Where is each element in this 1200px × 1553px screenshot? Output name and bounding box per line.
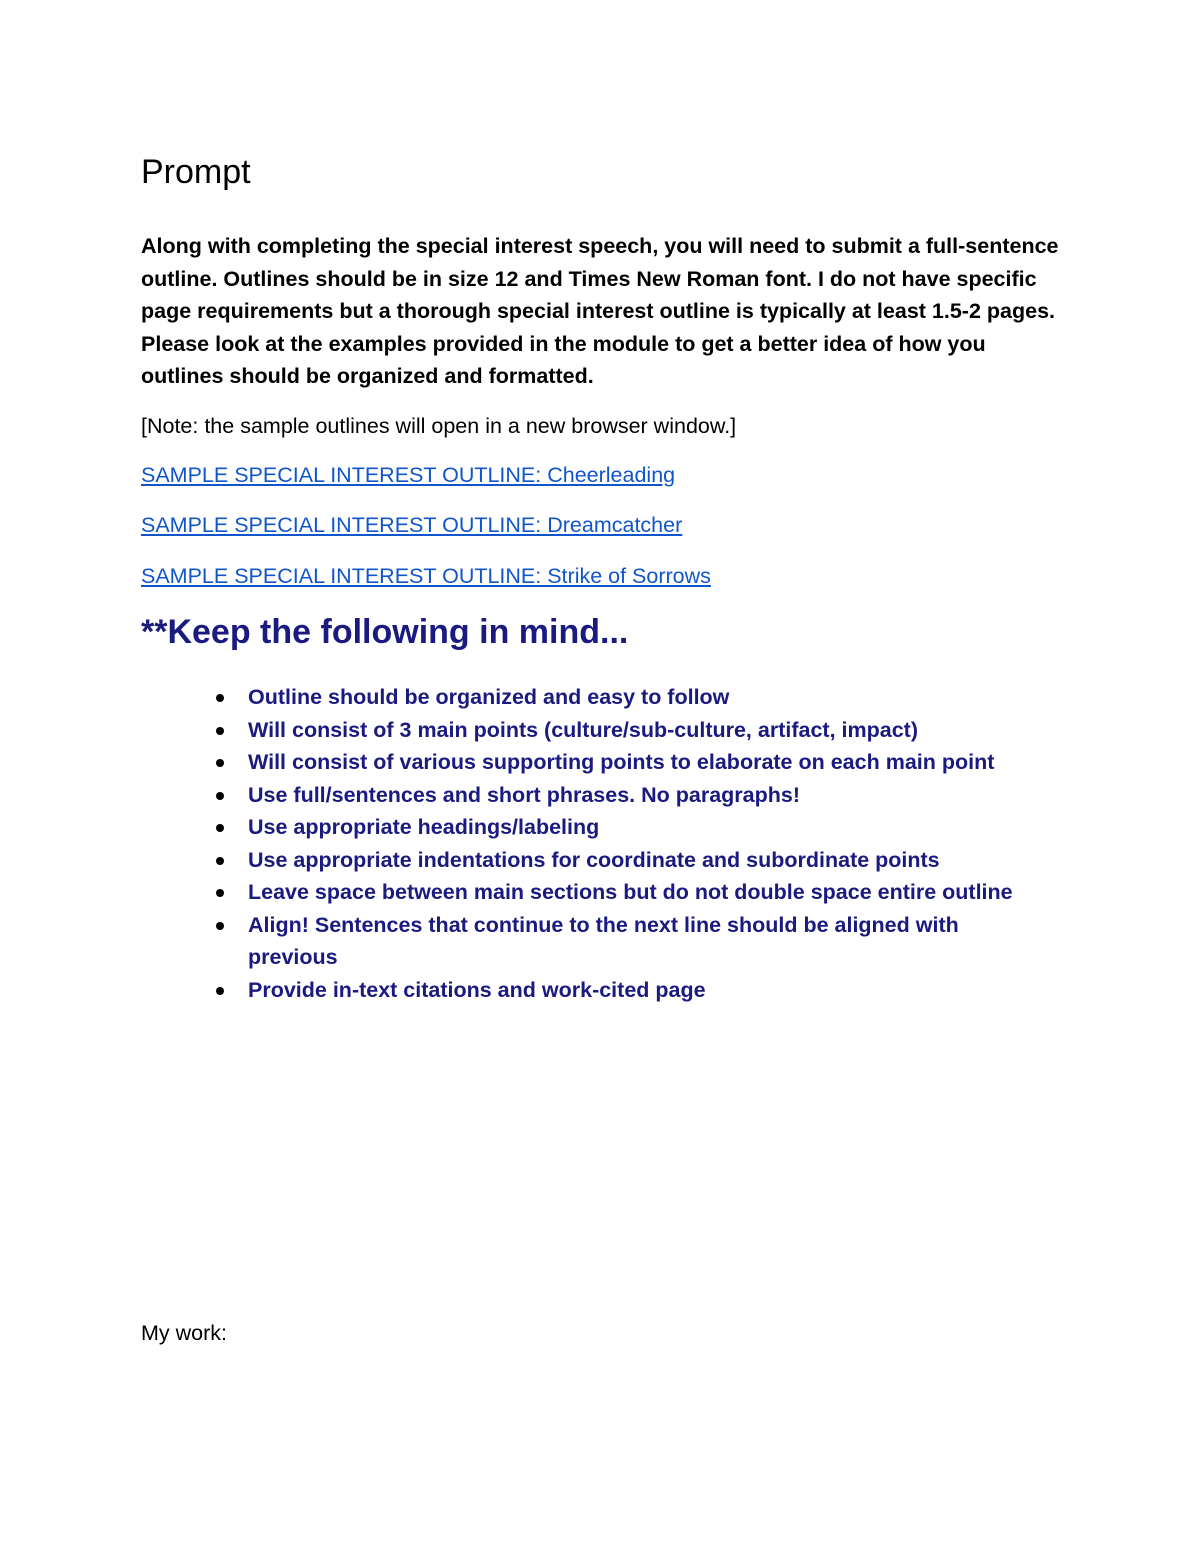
bullet-icon xyxy=(216,792,224,800)
list-item xyxy=(0,714,1048,747)
list-item xyxy=(0,974,1048,1007)
bullet-icon xyxy=(216,857,224,865)
sample-outline-link-cheerleading[interactable]: SAMPLE SPECIAL INTEREST OUTLINE: Cheerleading xyxy=(141,463,676,487)
bullet-icon xyxy=(216,727,224,735)
list-item xyxy=(0,909,1048,974)
list-item-text: Leave space between main sections but do not double space entire outline xyxy=(248,880,1013,904)
bullet-icon xyxy=(216,824,224,832)
list-item-text: Will consist of various supporting points to elaborate on each main point xyxy=(248,750,995,774)
intro-paragraph: Along with completing the special interest speech, you will need to submit a full-sentence outline. Outlines should be in size 12 and Times New Roman font. I do not have specific page requirements but a thorough special interest outline is typically at least 1.5-2 pages. Please look at the examples provided in the module to get a better idea of how you outlines should be organized and formatted. xyxy=(141,234,1059,389)
list-item-text: Align! Sentences that continue to the next line should be aligned with previous xyxy=(248,912,959,969)
bullet-icon xyxy=(216,759,224,767)
list-item-text: Will consist of 3 main points (culture/sub-culture, artifact, impact) xyxy=(248,717,918,742)
bullet-icon xyxy=(216,694,224,702)
list-item-text: Use full/sentences and short phrases. No paragraphs! xyxy=(248,782,800,807)
guidelines-list xyxy=(0,681,1100,1006)
list-item-text: Outline should be organized and easy to follow xyxy=(248,685,730,709)
list-item xyxy=(0,811,1048,844)
my-work-label: My work: xyxy=(141,1321,227,1345)
list-item-text: Use appropriate headings/labeling xyxy=(248,815,600,839)
list-item xyxy=(0,876,1048,909)
list-item-text: Provide in-text citations and work-cited page xyxy=(248,977,706,1002)
list-item xyxy=(0,844,1048,877)
sample-outline-link-strike-of-sorrows[interactable]: SAMPLE SPECIAL INTEREST OUTLINE: Strike of Sorrows xyxy=(141,564,711,588)
page-title: Prompt xyxy=(141,153,251,191)
bullet-icon xyxy=(216,987,224,995)
sample-outline-link-dreamcatcher[interactable]: SAMPLE SPECIAL INTEREST OUTLINE: Dreamcatcher xyxy=(141,513,683,537)
list-item xyxy=(0,681,1048,714)
bullet-icon xyxy=(216,922,224,930)
list-item-text: Use appropriate indentations for coordinate and subordinate points xyxy=(248,847,940,872)
list-item xyxy=(0,746,1048,779)
bullet-icon xyxy=(216,889,224,897)
note-text: [Note: the sample outlines will open in a new browser window.] xyxy=(141,414,737,438)
keep-in-mind-heading: **Keep the following in mind... xyxy=(141,613,629,651)
list-item xyxy=(0,779,1048,812)
